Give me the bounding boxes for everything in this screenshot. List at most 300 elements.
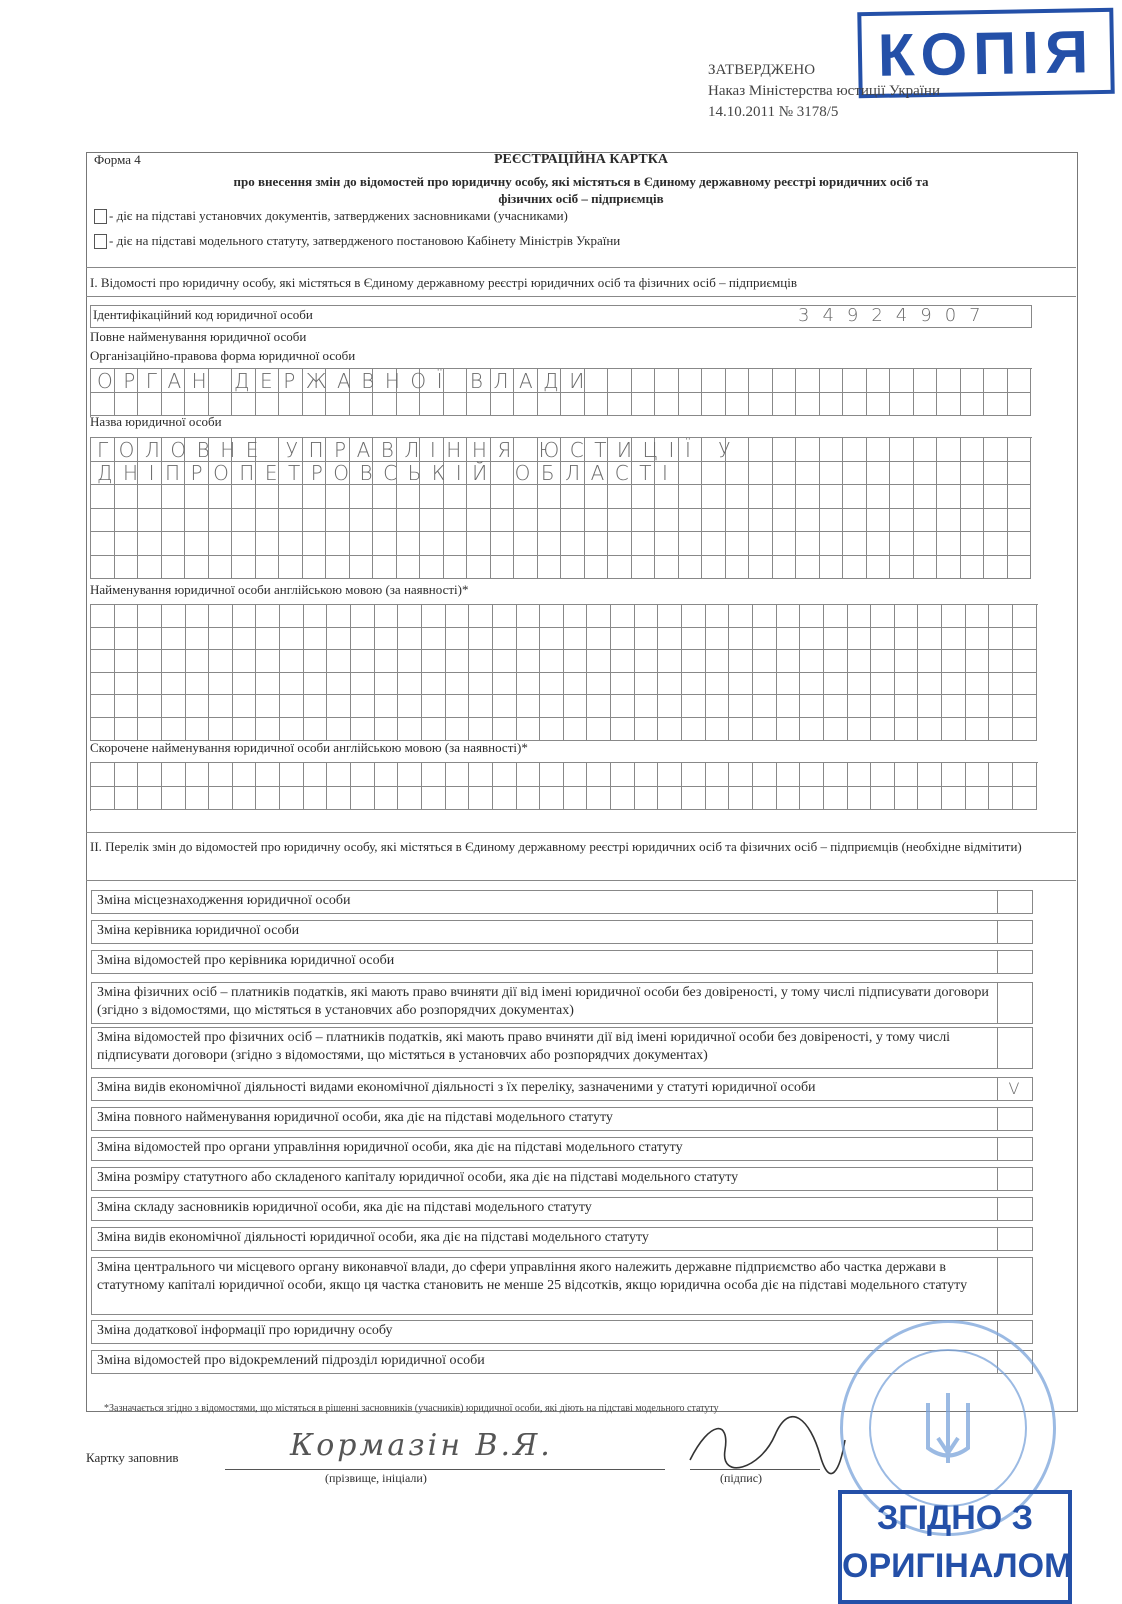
- change-checkbox[interactable]: [997, 921, 1032, 943]
- grid-cell: [848, 650, 872, 673]
- grid-cell: [848, 763, 872, 787]
- grid-cell: [256, 556, 280, 580]
- grid-cell: [303, 485, 327, 509]
- grid-cell: [138, 628, 162, 651]
- grid-cell: [702, 393, 726, 417]
- grid-cell: [1008, 509, 1032, 533]
- grid-cell: [304, 628, 328, 651]
- grid-cell: [186, 628, 210, 651]
- grid-cell: [564, 763, 588, 787]
- grid-cell: [491, 485, 515, 509]
- english-name-label: Найменування юридичної особи англійською мовою (за наявності)*: [90, 582, 469, 597]
- grid-cell: [800, 605, 824, 628]
- org-form-grid[interactable]: [90, 368, 1032, 417]
- grid-cell: [890, 462, 914, 486]
- model-statute-checkbox[interactable]: [94, 234, 107, 249]
- grid-cell: [115, 673, 139, 696]
- grid-cell: [726, 462, 750, 486]
- grid-cell: [280, 763, 304, 787]
- grid-cell: [232, 509, 256, 533]
- grid-cell: [256, 673, 280, 696]
- grid-cell: [655, 532, 679, 556]
- grid-cell: [984, 369, 1008, 393]
- grid-cell: [422, 673, 446, 696]
- grid-cell: [233, 718, 257, 741]
- grid-cell: [162, 509, 186, 533]
- grid-cell: [773, 462, 797, 486]
- grid-cell: [961, 509, 985, 533]
- grid-cell: [446, 673, 470, 696]
- grid-cell: [706, 650, 730, 673]
- grid-cell: [232, 556, 256, 580]
- founders-checkbox[interactable]: [94, 209, 107, 224]
- grid-cell: [517, 695, 541, 718]
- grid-cell: [587, 763, 611, 787]
- grid-cell: [186, 718, 210, 741]
- grid-cell: [493, 650, 517, 673]
- grid-cell: [961, 485, 985, 509]
- grid-cell: [375, 718, 399, 741]
- grid-cell: [890, 509, 914, 533]
- grid-cell: [914, 485, 938, 509]
- grid-cell: [115, 485, 139, 509]
- grid-cell: [256, 763, 280, 787]
- grid-cell: [918, 650, 942, 673]
- grid-cell: [422, 718, 446, 741]
- name-grid[interactable]: [90, 437, 1032, 579]
- grid-cell: [279, 556, 303, 580]
- grid-cell: [232, 393, 256, 417]
- grid-cell: [682, 628, 706, 651]
- grid-cell: [540, 763, 564, 787]
- change-checkbox[interactable]: [997, 1138, 1032, 1160]
- english-name-grid[interactable]: [90, 604, 1038, 741]
- grid-cell: [420, 485, 444, 509]
- grid-cell: [679, 532, 703, 556]
- change-checkbox[interactable]: [997, 891, 1032, 913]
- grid-cell: [540, 605, 564, 628]
- grid-cell: [726, 556, 750, 580]
- grid-cell: [1008, 393, 1032, 417]
- grid-cell: [777, 763, 801, 787]
- grid-cell: [561, 509, 585, 533]
- grid-cell: [115, 695, 139, 718]
- grid-cell: [773, 556, 797, 580]
- grid-cell: [564, 718, 588, 741]
- grid-cell: [422, 695, 446, 718]
- grid-cell: [327, 695, 351, 718]
- grid-cell: [185, 393, 209, 417]
- grid-cell: [966, 695, 990, 718]
- grid-cell: [635, 628, 659, 651]
- grid-cell: [209, 628, 233, 651]
- grid-cell: [138, 650, 162, 673]
- change-checkbox[interactable]: [997, 1258, 1032, 1314]
- grid-cell: [514, 485, 538, 509]
- grid-cell: [679, 462, 703, 486]
- grid-cell: [706, 673, 730, 696]
- grid-cell: [961, 462, 985, 486]
- grid-cell: [871, 605, 895, 628]
- grid-cell: [422, 605, 446, 628]
- grid-cell: [256, 532, 280, 556]
- grid-cell: [871, 787, 895, 811]
- grid-cell: [895, 673, 919, 696]
- grid-cell: [375, 673, 399, 696]
- grid-cell: [398, 787, 422, 811]
- grid-cell: [517, 628, 541, 651]
- stamp-line-2: ОРИГІНАЛОМ: [842, 1547, 1073, 1585]
- divider: [86, 832, 1076, 833]
- grid-cell: [890, 532, 914, 556]
- grid-cell: [373, 556, 397, 580]
- grid-cell: [895, 695, 919, 718]
- grid-cell: [820, 462, 844, 486]
- grid-cell: [820, 393, 844, 417]
- grid-cell: [514, 556, 538, 580]
- change-checkbox[interactable]: V: [997, 1078, 1032, 1100]
- grid-cell: [632, 393, 656, 417]
- grid-cell: [493, 718, 517, 741]
- grid-cell: [800, 787, 824, 811]
- grid-cell: [327, 673, 351, 696]
- grid-cell: [843, 393, 867, 417]
- grid-cell: [517, 605, 541, 628]
- grid-cell: [446, 763, 470, 787]
- change-checkbox[interactable]: [997, 1108, 1032, 1130]
- change-label: Зміна відомостей про органи управління юридичної особи, яка діє на підставі модельного статуту: [97, 1140, 683, 1155]
- change-row[interactable]: [91, 950, 1033, 974]
- grid-cell: [989, 605, 1013, 628]
- grid-cell: [397, 556, 421, 580]
- grid-cell: [514, 393, 538, 417]
- grid-cell: [984, 509, 1008, 533]
- grid-cell: [373, 393, 397, 417]
- grid-cell: [824, 650, 848, 673]
- grid-cell: [209, 485, 233, 509]
- english-name-cells: [91, 605, 1037, 741]
- grid-cell: [1008, 438, 1032, 462]
- divider: [86, 880, 1076, 881]
- grid-cell: [397, 485, 421, 509]
- english-short-grid[interactable]: [90, 762, 1038, 811]
- grid-cell: [914, 438, 938, 462]
- change-row[interactable]: [91, 920, 1033, 944]
- full-name-label: Повне найменування юридичної особи: [90, 329, 307, 344]
- grid-cell: [890, 438, 914, 462]
- kopia-stamp: КОПІЯ: [857, 8, 1114, 98]
- grid-cell: [632, 532, 656, 556]
- change-row[interactable]: [91, 890, 1033, 914]
- grid-cell: [585, 556, 609, 580]
- grid-cell: [91, 485, 115, 509]
- grid-cell: [777, 787, 801, 811]
- grid-cell: [398, 673, 422, 696]
- grid-cell: [540, 695, 564, 718]
- grid-cell: [91, 763, 115, 787]
- name-handwritten: Кормазін В.Я.: [290, 1428, 553, 1463]
- grid-cell: [843, 369, 867, 393]
- grid-cell: [279, 393, 303, 417]
- grid-cell: [138, 787, 162, 811]
- grid-cell: [91, 628, 115, 651]
- grid-cell: [326, 485, 350, 509]
- change-row[interactable]: [91, 1167, 1033, 1191]
- grid-cell: [658, 763, 682, 787]
- grid-cell: [351, 605, 375, 628]
- grid-cell: [420, 509, 444, 533]
- change-row[interactable]: [91, 1027, 1033, 1069]
- change-label: Зміна фізичних осіб – платників податків, які мають право вчиняти дії від імені юридичної особи без довіреності, у тому числі підписувати договори (згідно з відомостями, що містяться в установчих або розпорядчих документах): [97, 985, 989, 1018]
- grid-cell: [304, 787, 328, 811]
- grid-cell: [824, 718, 848, 741]
- founders-label: - діє на підставі установчих документів, затверджених засновниками (учасниками): [109, 208, 568, 223]
- grid-cell: [796, 462, 820, 486]
- grid-cell: [1008, 462, 1032, 486]
- grid-cell: [91, 695, 115, 718]
- grid-cell: [989, 718, 1013, 741]
- id-code-value: 34924907: [798, 305, 994, 326]
- grid-cell: [895, 763, 919, 787]
- grid-cell: [753, 673, 777, 696]
- grid-cell: [587, 695, 611, 718]
- grid-cell: [279, 532, 303, 556]
- grid-cell: [233, 628, 257, 651]
- grid-cell: [1013, 787, 1037, 811]
- grid-cell: [867, 438, 891, 462]
- grid-cell: [984, 556, 1008, 580]
- grid-cell: [895, 787, 919, 811]
- grid-cell: [824, 763, 848, 787]
- grid-cell: [444, 532, 468, 556]
- grid-cell: [706, 605, 730, 628]
- grid-cell: [848, 718, 872, 741]
- grid-cell: [162, 763, 186, 787]
- stamp-line-1: ЗГІДНО З: [877, 1499, 1033, 1537]
- grid-cell: [635, 718, 659, 741]
- section2-heading: ІІ. Перелік змін до відомостей про юридичну особу, які містяться в Єдиному державному реєстрі юридичних осіб та фізичних осіб – підприємців (необхідне відмітити): [90, 839, 1022, 854]
- grid-cell: [937, 532, 961, 556]
- grid-cell: [918, 628, 942, 651]
- grid-cell: [209, 532, 233, 556]
- grid-cell: [186, 763, 210, 787]
- grid-cell: [517, 673, 541, 696]
- grid-cell: [1013, 763, 1037, 787]
- grid-cell: [280, 695, 304, 718]
- grid-cell: [658, 628, 682, 651]
- grid-cell: [398, 628, 422, 651]
- grid-cell: [608, 393, 632, 417]
- grid-cell: [635, 695, 659, 718]
- change-label: Зміна відомостей про фізичних осіб – платників податків, які мають право вчиняти дії від імені юридичної особи без довіреності, у тому числі підписувати договори (згідно з відомостями, що містяться в установчих або розпорядчих документах): [97, 1030, 951, 1063]
- grid-cell: [91, 673, 115, 696]
- form-subtitle-2: фізичних осіб – підприємців: [498, 191, 664, 206]
- grid-cell: [702, 556, 726, 580]
- change-row[interactable]: [91, 1227, 1033, 1251]
- grid-cell: [706, 718, 730, 741]
- grid-cell: [867, 485, 891, 509]
- grid-cell: [351, 763, 375, 787]
- change-label: Зміна відомостей про керівника юридичної особи: [97, 953, 395, 968]
- grid-cell: [209, 605, 233, 628]
- grid-cell: [726, 369, 750, 393]
- grid-cell: [564, 673, 588, 696]
- grid-cell: [820, 369, 844, 393]
- grid-cell: [115, 509, 139, 533]
- grid-cell: [420, 393, 444, 417]
- grid-cell: [635, 763, 659, 787]
- grid-cell: [138, 393, 162, 417]
- grid-cell: [635, 673, 659, 696]
- grid-cell: [918, 605, 942, 628]
- grid-cell: [843, 509, 867, 533]
- grid-cell: [890, 485, 914, 509]
- change-row[interactable]: [91, 1077, 1033, 1101]
- option-model-statute[interactable]: [94, 233, 620, 249]
- change-checkbox[interactable]: [997, 1168, 1032, 1190]
- change-label: Зміна повного найменування юридичної особи, яка діє на підставі модельного статуту: [97, 1110, 613, 1125]
- grid-cell: [753, 628, 777, 651]
- grid-cell: [444, 509, 468, 533]
- grid-cell: [162, 787, 186, 811]
- change-checkbox[interactable]: [997, 1028, 1032, 1068]
- grid-cell: [326, 532, 350, 556]
- change-label: Зміна складу засновників юридичної особи, яка діє на підставі модельного статуту: [97, 1200, 592, 1215]
- grid-cell: [469, 650, 493, 673]
- grid-cell: [937, 369, 961, 393]
- grid-cell: [115, 763, 139, 787]
- change-checkbox[interactable]: [997, 951, 1032, 973]
- grid-cell: [796, 532, 820, 556]
- according-original-stamp: [838, 1490, 1072, 1604]
- grid-cell: [918, 763, 942, 787]
- grid-cell: [984, 438, 1008, 462]
- grid-cell: [91, 605, 115, 628]
- grid-cell: [961, 393, 985, 417]
- id-code-boxes[interactable]: [788, 305, 1004, 326]
- grid-cell: [682, 763, 706, 787]
- grid-cell: [444, 393, 468, 417]
- grid-cell: [1013, 605, 1037, 628]
- id-code-label: Ідентифікаційний код юридичної особи: [93, 307, 313, 322]
- grid-cell: [422, 763, 446, 787]
- grid-cell: [91, 509, 115, 533]
- grid-cell: [702, 509, 726, 533]
- divider: [86, 267, 1076, 268]
- change-label: Зміна керівника юридичної особи: [97, 923, 300, 938]
- grid-cell: [491, 532, 515, 556]
- grid-cell: [351, 695, 375, 718]
- change-row[interactable]: [91, 1107, 1033, 1131]
- grid-cell: [824, 787, 848, 811]
- grid-cell: [469, 787, 493, 811]
- grid-cell: [895, 628, 919, 651]
- grid-cell: [351, 718, 375, 741]
- grid-cell: [209, 673, 233, 696]
- grid-cell: [186, 605, 210, 628]
- change-row[interactable]: [91, 982, 1033, 1024]
- grid-cell: [162, 628, 186, 651]
- grid-cell: [777, 718, 801, 741]
- change-label: Зміна видів економічної діяльності видами економічної діяльності з їх переліку, зазначеними у статуті юридичної особи: [97, 1080, 816, 1095]
- grid-cell: [867, 393, 891, 417]
- grid-cell: [679, 393, 703, 417]
- approval-block: [708, 60, 940, 123]
- grid-cell: [966, 650, 990, 673]
- grid-cell: [375, 650, 399, 673]
- change-checkbox[interactable]: [997, 1198, 1032, 1220]
- option-founders[interactable]: [94, 208, 568, 224]
- change-checkbox[interactable]: [997, 1228, 1032, 1250]
- grid-cell: [658, 787, 682, 811]
- grid-cell: [867, 556, 891, 580]
- grid-cell: [564, 650, 588, 673]
- grid-cell: [304, 763, 328, 787]
- grid-cell: [469, 628, 493, 651]
- grid-cell: [493, 628, 517, 651]
- grid-cell: [420, 532, 444, 556]
- grid-cell: [587, 605, 611, 628]
- grid-cell: [777, 695, 801, 718]
- grid-cell: [729, 605, 753, 628]
- grid-cell: [444, 556, 468, 580]
- grid-cell: [209, 556, 233, 580]
- grid-cell: [233, 673, 257, 696]
- grid-cell: [280, 673, 304, 696]
- grid-cell: [304, 673, 328, 696]
- grid-cell: [162, 650, 186, 673]
- grid-cell: [608, 509, 632, 533]
- grid-cell: [989, 763, 1013, 787]
- grid-cell: [682, 695, 706, 718]
- change-row[interactable]: [91, 1257, 1033, 1315]
- grid-cell: [702, 532, 726, 556]
- grid-cell: [658, 673, 682, 696]
- grid-cell: [422, 787, 446, 811]
- grid-cell: [753, 787, 777, 811]
- grid-cell: [351, 628, 375, 651]
- grid-cell: [280, 605, 304, 628]
- grid-cell: [585, 509, 609, 533]
- grid-cell: [398, 605, 422, 628]
- grid-cell: [538, 556, 562, 580]
- change-checkbox[interactable]: [997, 983, 1032, 1023]
- change-row[interactable]: [91, 1197, 1033, 1221]
- grid-cell: [138, 509, 162, 533]
- section1-heading: І. Відомості про юридичну особу, які містяться в Єдиному державному реєстрі юридичних осіб та фізичних осіб – підприємців: [90, 275, 797, 290]
- grid-cell: [848, 605, 872, 628]
- grid-cell: [587, 650, 611, 673]
- grid-cell: [706, 763, 730, 787]
- grid-cell: [895, 650, 919, 673]
- grid-cell: [256, 393, 280, 417]
- grid-cell: [233, 787, 257, 811]
- grid-cell: [824, 628, 848, 651]
- grid-cell: [232, 485, 256, 509]
- grid-cell: [679, 556, 703, 580]
- grid-cell: [682, 673, 706, 696]
- grid-cell: [493, 787, 517, 811]
- grid-cell: [585, 485, 609, 509]
- grid-cell: [540, 628, 564, 651]
- grid-cell: [984, 532, 1008, 556]
- grid-cell: [796, 393, 820, 417]
- grid-cell: [467, 556, 491, 580]
- grid-cell: [914, 532, 938, 556]
- grid-cell: [91, 556, 115, 580]
- change-row[interactable]: [91, 1137, 1033, 1161]
- grid-cell: [706, 787, 730, 811]
